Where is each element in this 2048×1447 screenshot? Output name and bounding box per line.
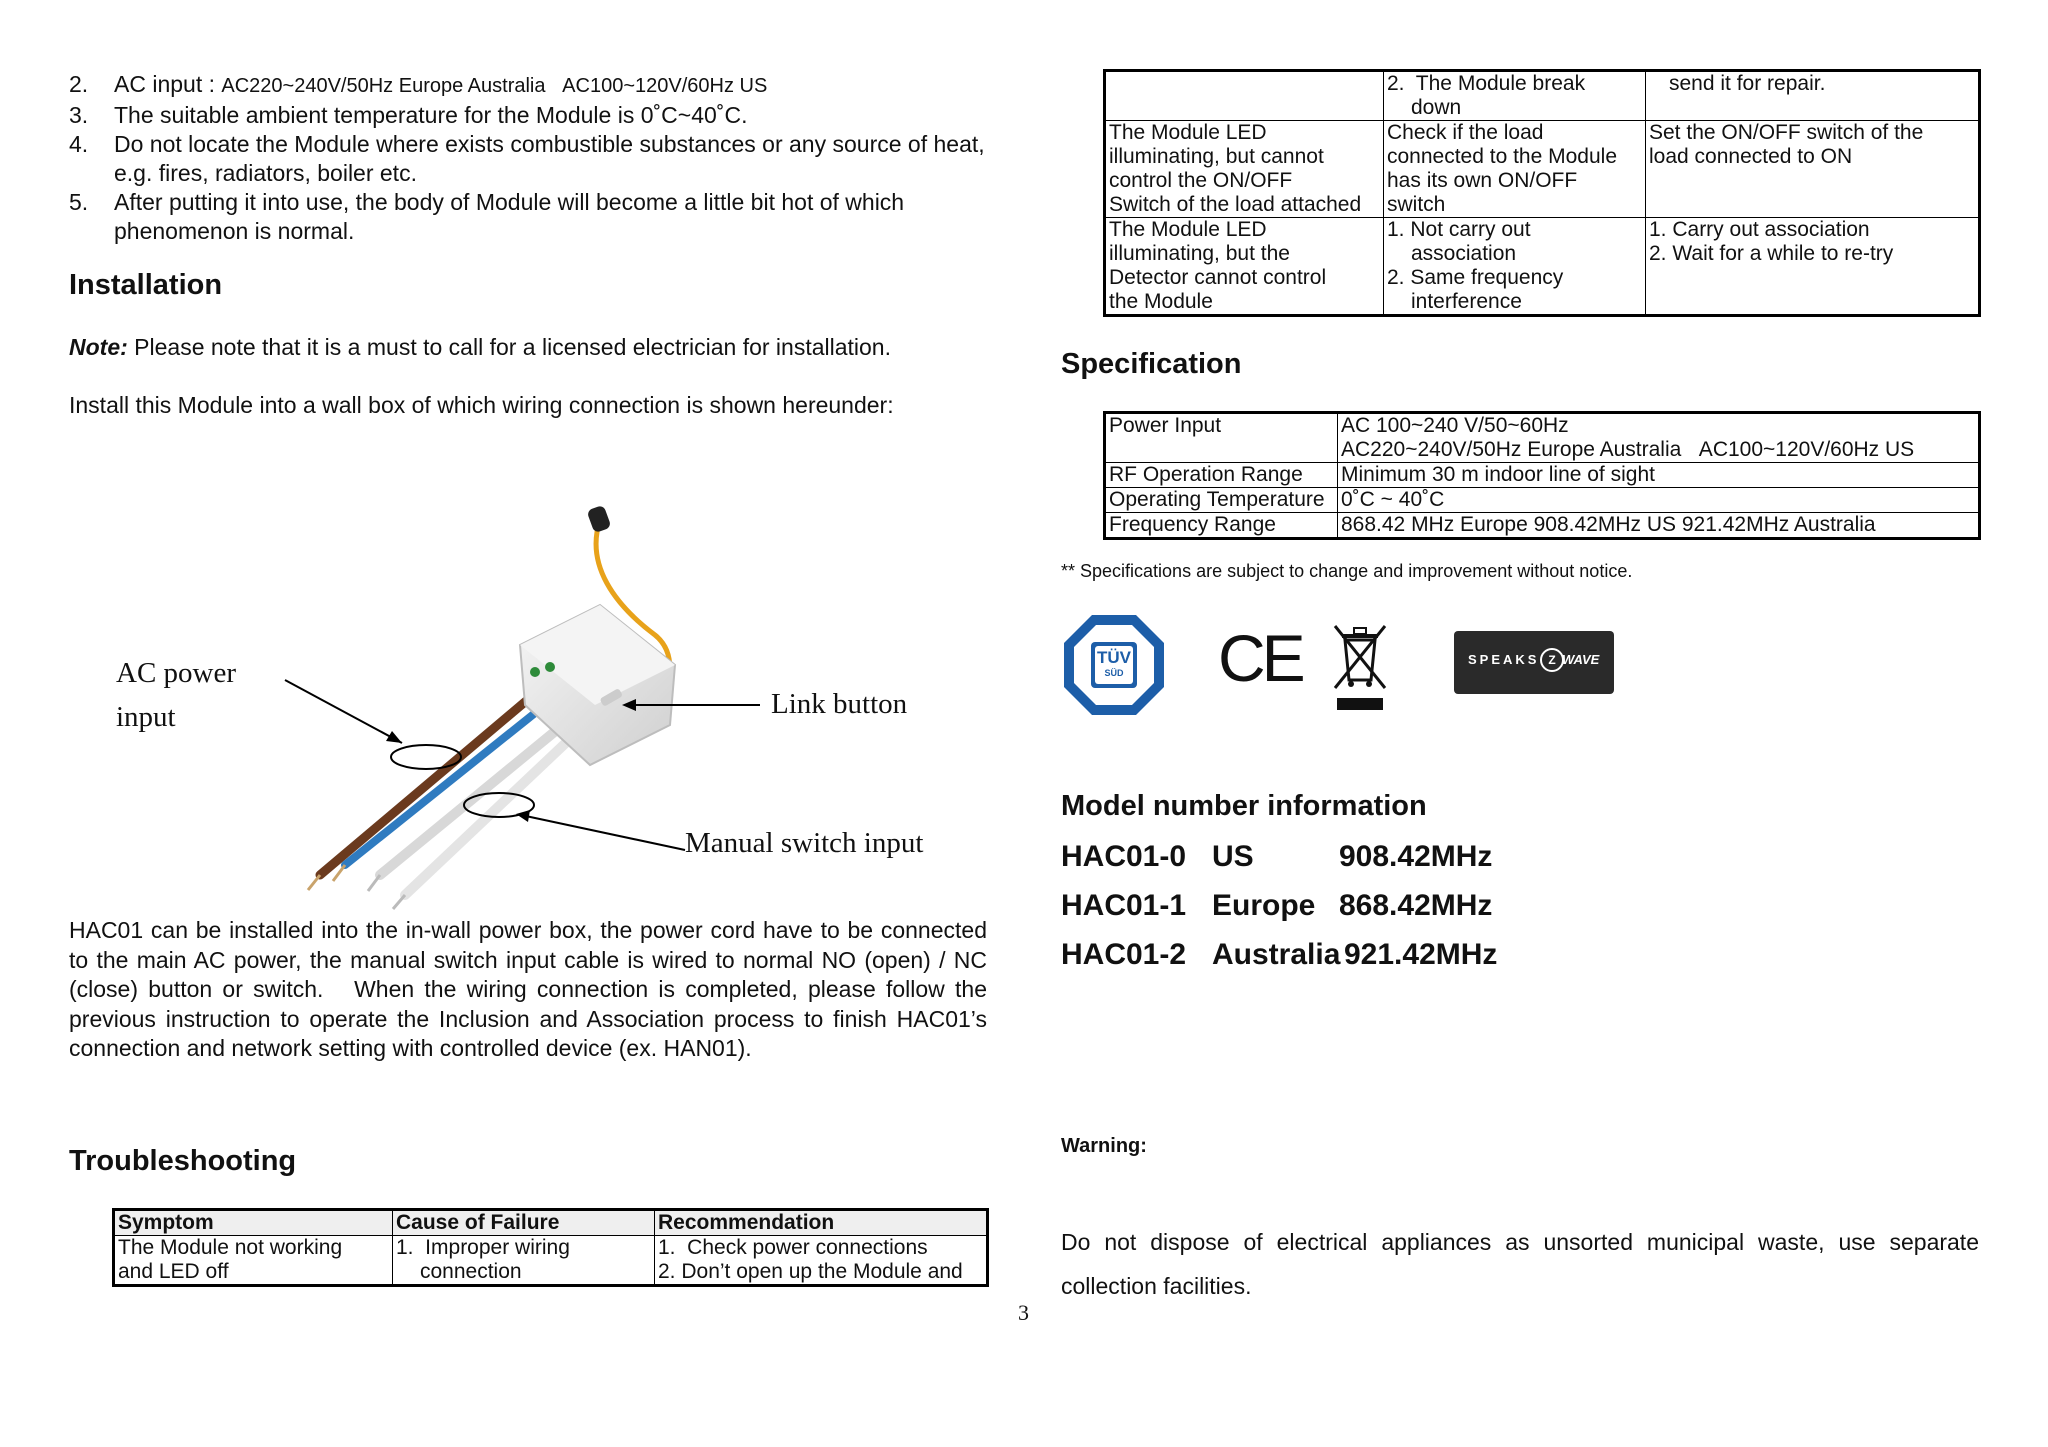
- ac-input-marker: [391, 745, 461, 769]
- spec-value: 868.42 MHz Europe 908.42MHz US 921.42MHz Australia: [1338, 513, 1980, 539]
- spec-label: Frequency Range: [1105, 513, 1338, 539]
- led-indicator: [530, 667, 540, 677]
- table-row: [1105, 463, 1980, 488]
- installation-heading: Installation: [69, 269, 223, 301]
- installation-note: [69, 333, 891, 362]
- label-link-button: Link button: [771, 688, 908, 720]
- antenna-tip: [586, 505, 611, 534]
- spec-label: Power Input: [1105, 413, 1338, 463]
- list-item: 3. The suitable ambient temperature for the Module is 0˚C~40˚C.: [69, 102, 748, 128]
- warning-label: Warning:: [1061, 1135, 1147, 1157]
- column-header: Symptom: [114, 1210, 393, 1236]
- table-cell: 1. Check power connections 2. Don’t open up the Module and: [655, 1236, 988, 1286]
- note-label: Note:: [69, 334, 128, 360]
- table-cell: [1105, 71, 1384, 121]
- weee-bin-icon: [1329, 620, 1391, 712]
- note-text: Please note that it is a must to call for a licensed electrician for installation.: [127, 334, 891, 360]
- troubleshooting-table-continued: [1103, 69, 1981, 317]
- column-header: Cause of Failure: [393, 1210, 655, 1236]
- table-cell: The Module not working and LED off: [114, 1236, 393, 1286]
- spec-value: AC 100~240 V/50~60Hz AC220~240V/50Hz Europe Australia AC100~120V/60Hz US: [1338, 413, 1980, 463]
- table-cell: Set the ON/OFF switch of the load connected to ON: [1646, 121, 1980, 218]
- warning-text: Do not dispose of electrical appliances as unsorted municipal waste, use separate collection facilities.: [1061, 1229, 1979, 1299]
- table-cell: The Module LED illuminating, but cannot control the ON/OFF Switch of the load attached: [1105, 121, 1384, 218]
- table-row: [1105, 513, 1980, 539]
- table-row: [1105, 218, 1980, 316]
- table-cell: Check if the load connected to the Module has its own ON/OFF switch: [1384, 121, 1646, 218]
- troubleshooting-heading: Troubleshooting: [69, 1145, 297, 1177]
- tuv-logo: TÜV SÜD: [1061, 612, 1167, 718]
- table-cell: The Module LED illuminating, but the Detector cannot control the Module: [1105, 218, 1384, 316]
- spec-disclaimer: ** Specifications are subject to change and improvement without notice.: [1061, 561, 1633, 581]
- page-number: 3: [1018, 1300, 1029, 1325]
- label-ac-power: AC power input: [116, 657, 237, 733]
- table-cell: 1. Carry out association 2. Wait for a while to re-try: [1646, 218, 1980, 316]
- table-row: [114, 1236, 988, 1286]
- list-item: 2. AC input : AC220~240V/50Hz Europe Australia AC100~120V/60Hz US: [69, 71, 768, 97]
- list-item: HAC01-0 US 908.42MHz: [1061, 840, 1493, 873]
- spec-label: RF Operation Range: [1105, 463, 1338, 488]
- installation-paragraph: HAC01 can be installed into the in-wall power box, the power cord have to be connected to the main AC power, the manual switch input cable is wired to normal NO (open) / NC (close) button or switch. When the wiring connection is completed, please follow the previous instruction to operate the Inclusion and Association process to finish HAC01’s connection and network setting with controlled device (ex. HAN01).: [69, 917, 987, 1061]
- requirements-list: [69, 70, 989, 246]
- arrow-ac: [386, 731, 402, 743]
- label-manual-switch: Manual switch input: [685, 827, 924, 859]
- table-cell: send it for repair.: [1646, 71, 1980, 121]
- specification-table: [1103, 411, 1981, 540]
- brown-wire: [320, 685, 545, 875]
- table-row: [1105, 71, 1980, 121]
- spec-value: Minimum 30 m indoor line of sight: [1338, 463, 1980, 488]
- table-cell: 1. Not carry out association 2. Same frequency interference: [1384, 218, 1646, 316]
- spec-value: 0˚C ~ 40˚C: [1338, 488, 1980, 513]
- model-list: [1061, 840, 1561, 987]
- table-cell: 2. The Module break down: [1384, 71, 1646, 121]
- list-item: HAC01-1 Europe 868.42MHz: [1061, 889, 1493, 922]
- table-header-row: [114, 1210, 988, 1236]
- list-item: 4. Do not locate the Module where exists combustible substances or any source of heat, e.g. fires, radiators, boiler etc.: [69, 131, 985, 186]
- column-header: Recommendation: [655, 1210, 988, 1236]
- list-item: 5. After putting it into use, the body of Module will become a little bit hot of which phenomenon is normal.: [69, 189, 905, 244]
- table-row: [1105, 488, 1980, 513]
- table-cell: 1. Improper wiring connection: [393, 1236, 655, 1286]
- model-info-heading: Model number information: [1061, 790, 1427, 822]
- ce-mark: CE: [1218, 621, 1302, 695]
- list-item: HAC01-2 Australia 921.42MHz: [1061, 938, 1498, 971]
- spec-label: Operating Temperature: [1105, 488, 1338, 513]
- zwave-logo: SPEAKS Z WAVE: [1454, 631, 1614, 694]
- zwave-z-icon: Z: [1540, 648, 1564, 672]
- specification-heading: Specification: [1061, 348, 1242, 380]
- table-row: [1105, 121, 1980, 218]
- table-row: [1105, 413, 1980, 463]
- troubleshooting-table: [112, 1208, 989, 1287]
- install-instruction: Install this Module into a wall box of which wiring connection is shown hereunder:: [69, 392, 894, 418]
